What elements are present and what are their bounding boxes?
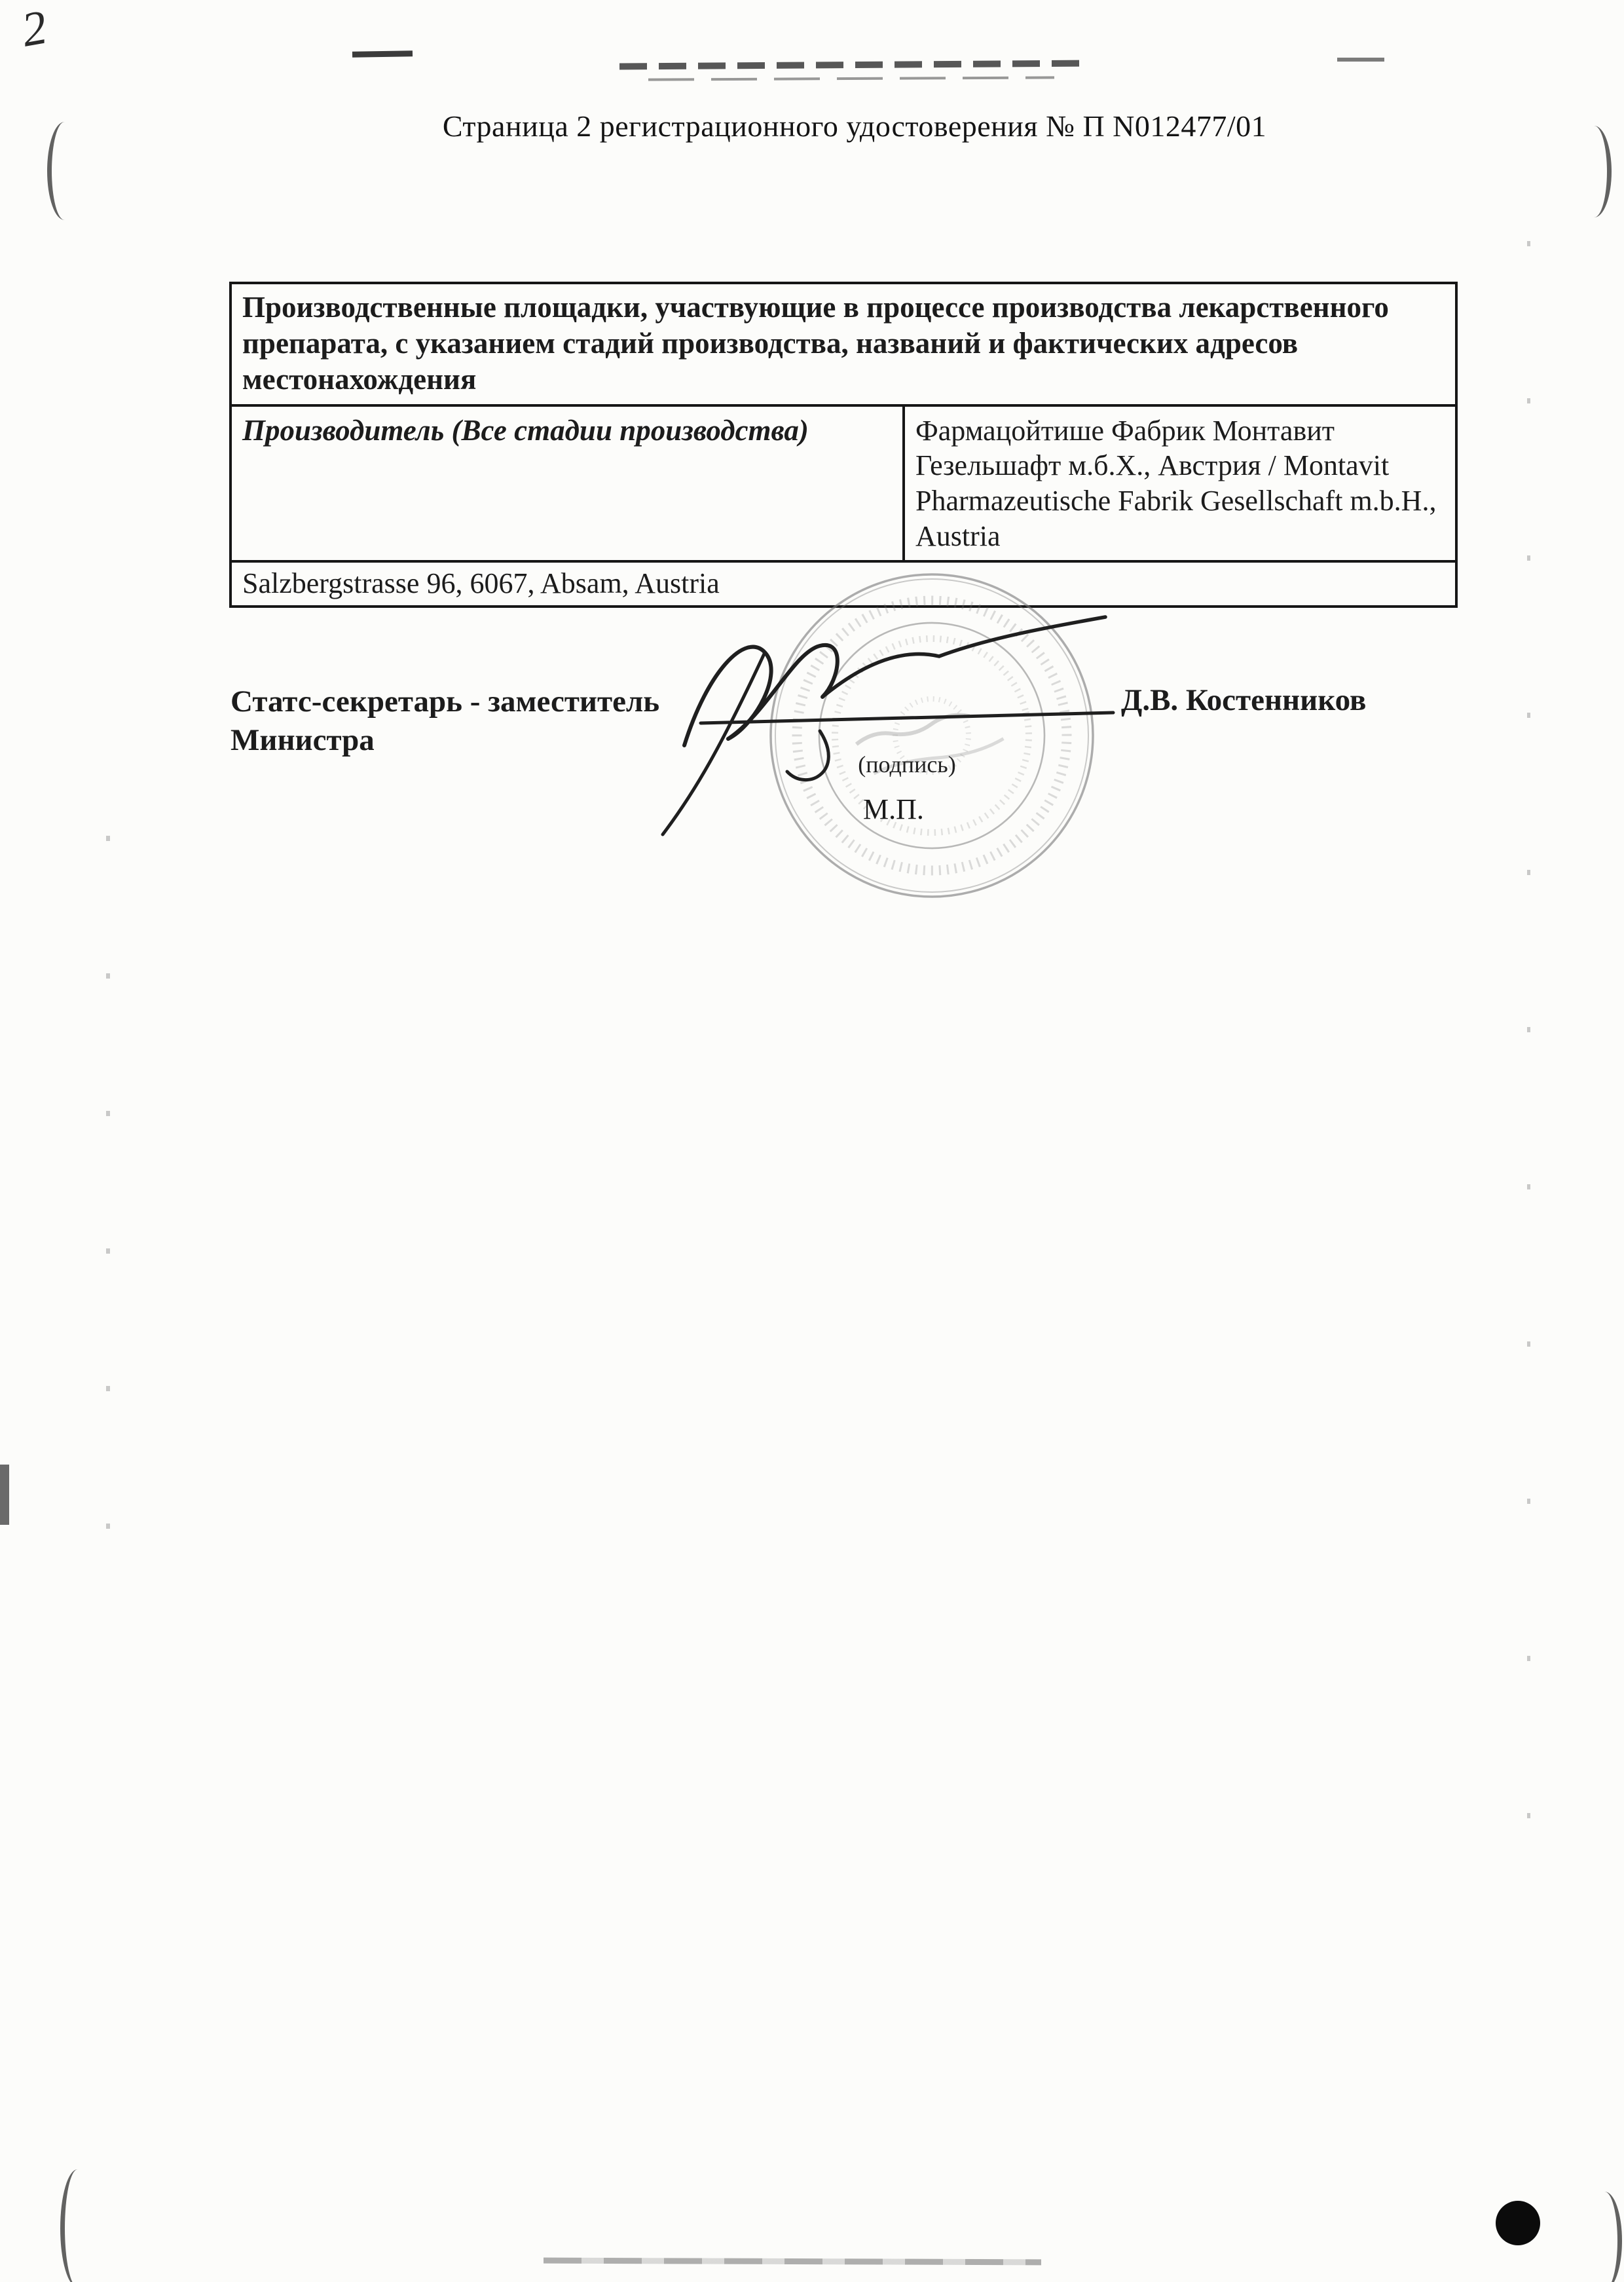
scan-artifact-streak: [544, 2258, 1041, 2266]
scan-artifact-streak: [619, 60, 1088, 70]
scan-artifact-arc: [47, 122, 82, 220]
punch-hole-dot: [1496, 2201, 1540, 2245]
scan-artifact-arc: [1587, 2192, 1622, 2282]
table-header-cell: Производственные площадки, участвующие в процессе производства лекарственного препарата, с указанием стадий производства, названий и фактических адресов местонахождения: [232, 284, 1455, 407]
address-cell: Salzbergstrasse 96, 6067, Absam, Austria: [242, 567, 720, 600]
signatory-name: Д.В. Костенников: [1121, 683, 1367, 717]
page-title: Страница 2 регистрационного удостоверения № П N012477/01: [442, 109, 1267, 143]
scan-artifact-arc: [60, 2169, 95, 2282]
table-row: [232, 407, 1455, 563]
signatory-title-line2: Министра: [231, 723, 375, 758]
scan-artifact-streak: [648, 76, 1054, 81]
handwritten-page-number: 2: [18, 0, 51, 58]
scan-artifact-specks: [106, 773, 110, 1637]
scan-artifact-specks: [1527, 164, 1530, 1919]
scan-artifact-streak: [352, 50, 413, 58]
seal-place-caption: М.П.: [863, 793, 924, 825]
production-sites-table: [229, 282, 1458, 608]
scan-artifact-arc: [1577, 126, 1612, 217]
signature-stroke: [622, 574, 1166, 921]
scan-artifact-streak: [1337, 58, 1384, 62]
manufacturer-label-cell: Производитель (Все стадии производства): [232, 407, 905, 561]
manufacturer-value-cell: Фармацойтише Фабрик Монтавит Гезельшафт м.б.Х., Австрия / Montavit Pharmazeutische Fabrik Gesellschaft m.b.H., Austria: [915, 414, 1437, 552]
scan-artifact-mark: [0, 1465, 9, 1525]
signature-caption: (подпись): [858, 751, 956, 777]
signatory-title-line1: Статс-секретарь - заместитель: [231, 684, 660, 719]
